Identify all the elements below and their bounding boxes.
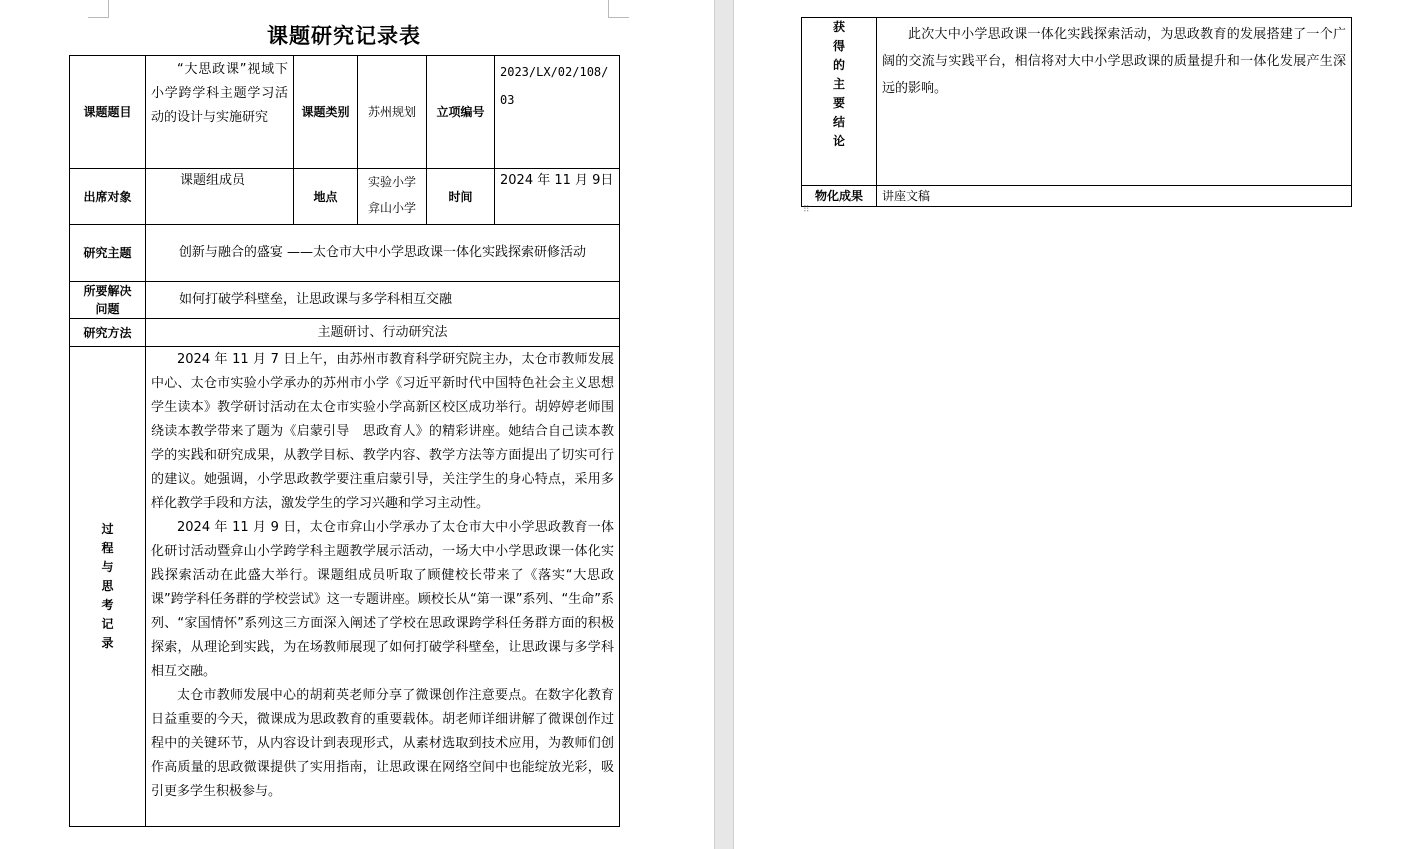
label-problem-line2: 问题	[95, 302, 120, 316]
attendees-value[interactable]: 课题组成员	[146, 169, 294, 225]
table-move-handle-icon[interactable]: ⠿	[803, 205, 811, 215]
problem-value[interactable]: 如何打破学科壁垒，让思政课与多学科相互交融	[146, 282, 620, 319]
page-gutter	[714, 0, 734, 849]
project-no-value[interactable]: 2023/LX/02/108/03	[495, 56, 620, 169]
record-table-continued	[801, 17, 1352, 207]
conclusion-cell[interactable]	[877, 18, 1352, 186]
outcome-value[interactable]: 讲座文稿	[877, 186, 1352, 207]
method-value[interactable]: 主题研讨、行动研究法	[146, 319, 620, 347]
label-method: 研究方法	[70, 319, 146, 347]
page-corner-mark	[608, 0, 629, 18]
page-edge	[714, 0, 715, 849]
topic-value: “大思政课”视域下小学跨学科主题学习活动的设计与实施研究	[151, 62, 288, 125]
label-theme: 研究主题	[70, 225, 146, 282]
category-value[interactable]: 苏州规划	[358, 56, 427, 169]
label-topic: 课题题目	[70, 56, 146, 169]
process-paragraph-1: 2024 年 11 月 7 日上午，由苏州市教育科学研究院主办，太仓市教师发展中心、太仓市实验小学承办的苏州市小学《习近平新时代中国特色社会主义思想学生读本》教学研讨活动在太仓市实验小学高新区校区成功举行。胡婷婷老师围绕读本教学带来了题为《启蒙引导 思政育人》的精彩讲座。她结合自己读本教学的实践和研究成果，从教学目标、教学内容、教学方法等方面提出了切实可行的建议。她强调，小学思政教学要注重启蒙引导，关注学生的身心特点，采用多样化教学手段和方法，激发学生的学习兴趣和学习主动性。	[151, 352, 614, 511]
theme-value[interactable]: 创新与融合的盛宴 ——太仓市大中小学思政课一体化实践探索研修活动	[146, 225, 620, 282]
label-time: 时间	[427, 169, 495, 225]
label-outcome: 物化成果	[802, 186, 877, 207]
location-value[interactable]: 实验小学 弇山小学	[358, 169, 427, 225]
label-project-no: 立项编号	[427, 56, 495, 169]
label-location: 地点	[294, 169, 358, 225]
process-paragraph-3: 太仓市教师发展中心的胡莉英老师分享了微课创作注意要点。在数字化教育日益重要的今天，微课成为思政教育的重要载体。胡老师详细讲解了微课创作过程中的关键环节，从内容设计到表现形式，从素材选取到技术应用，为教师们创作高质量的思政微课提供了实用指南，让思政课在网络空间中也能绽放光彩，吸引更多学生积极参与。	[151, 688, 614, 799]
label-category: 课题类别	[294, 56, 358, 169]
topic-cell[interactable]	[146, 56, 294, 169]
process-cell[interactable]	[146, 347, 620, 827]
time-value[interactable]: 2024 年 11 月 9日	[495, 169, 620, 225]
process-paragraph-2: 2024 年 11 月 9 日，太仓市弇山小学承办了太仓市大中小学思政教育一体化研讨活动暨弇山小学跨学科主题教学展示活动，一场大中小学思政课一体化实践探索活动在此盛大举行。课题组成员听取了顾健校长带来了《落实“大思政课”跨学科任务群的学校尝试》这一专题讲座。顾校长从“第一课”系列、“生命”系列、“家国情怀”系列这三方面深入阐述了学校在思政课跨学科任务群方面的积极探索，从理论到实践，为在场教师展现了如何打破学科壁垒，让思政课与多学科相互交融。	[151, 520, 614, 679]
document-title[interactable]: 课题研究记录表	[267, 23, 421, 48]
record-table	[69, 55, 620, 827]
page-corner-mark	[88, 0, 109, 18]
label-conclusion: 获得的主要结论	[802, 18, 877, 186]
label-attendees: 出席对象	[70, 169, 146, 225]
label-process: 过程与思考记录	[70, 347, 146, 827]
label-problem	[70, 282, 146, 319]
label-problem-line1: 所要解决	[83, 284, 132, 298]
conclusion-value: 此次大中小学思政课一体化实践探索活动，为思政教育的发展搭建了一个广阔的交流与实践平台，相信将对大中小学思政课的质量提升和一体化发展产生深远的影响。	[882, 27, 1346, 96]
